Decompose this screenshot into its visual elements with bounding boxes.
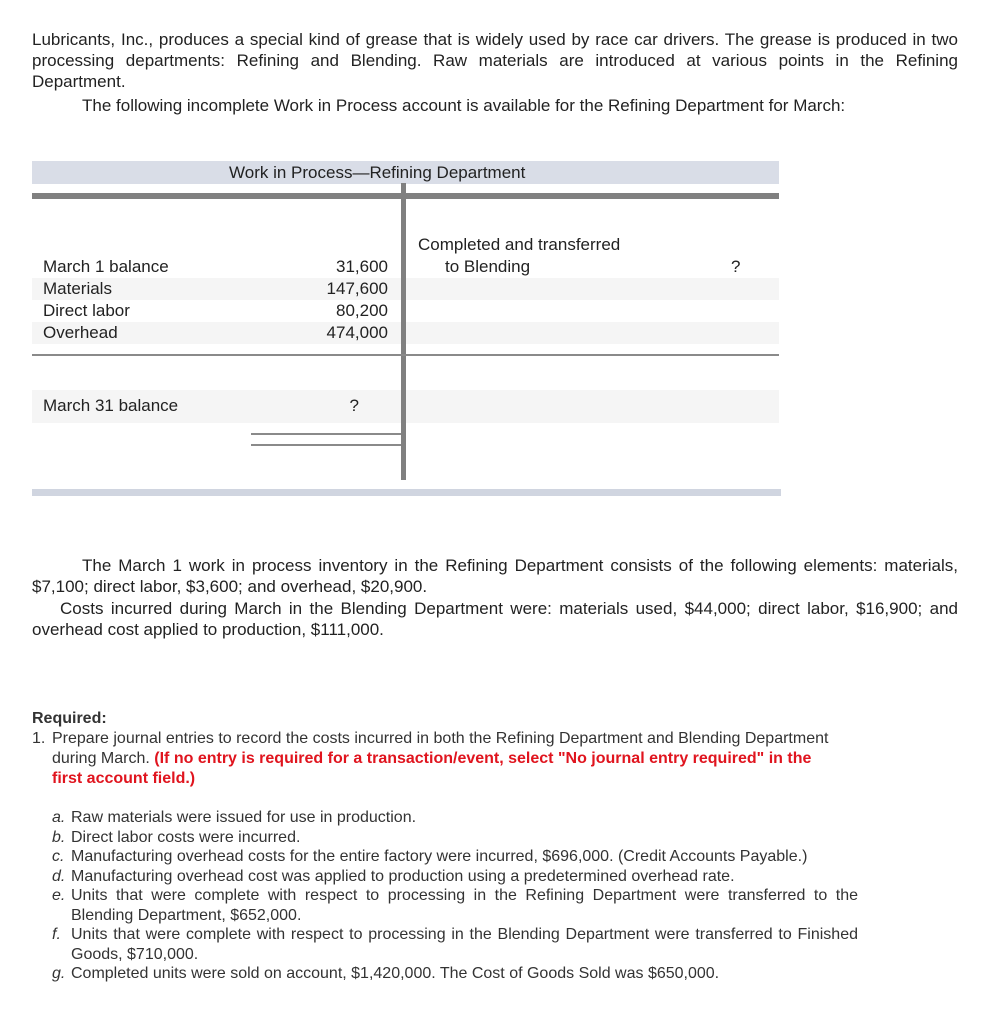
t-account-total-line (32, 354, 779, 356)
transaction-letter: c. (52, 848, 65, 865)
transaction-item (52, 867, 858, 887)
transaction-item (52, 964, 858, 984)
transaction-item (52, 925, 858, 964)
transaction-text: Direct labor costs were incurred. (71, 828, 301, 846)
transaction-text: Manufacturing overhead costs for the entire factory were incurred, $696,000. (Credit Accounts Payable.) (71, 848, 808, 865)
transaction-text: Raw materials were issued for use in production. (71, 809, 417, 826)
debit-amount: 31,600 (336, 257, 388, 276)
transaction-text: Manufacturing overhead cost was applied to production using a predetermined overhead rate. (71, 867, 735, 885)
credit-label-line-2: to Blending (445, 257, 531, 276)
credit-label: Completed and transferred (418, 235, 621, 254)
debit-label: Direct labor (43, 301, 130, 320)
debit-amount: 80,200 (336, 301, 388, 320)
debit-label: March 1 balance (43, 257, 169, 276)
credit-amount: ? (731, 257, 741, 276)
intro-paragraph-2: The following incomplete Work in Process account is available for the Refining Department for March: (82, 96, 846, 115)
debit-label: Materials (43, 279, 112, 298)
transaction-letter: e. (52, 887, 66, 904)
transaction-item (52, 808, 858, 828)
transaction-item (52, 847, 858, 867)
required-heading: Required: (32, 710, 107, 727)
transaction-letter: b. (52, 828, 66, 846)
transaction-letter: d. (52, 867, 66, 885)
transaction-letter: g. (52, 965, 66, 982)
ending-balance-label: March 31 balance (43, 396, 179, 415)
transaction-letter: f. (52, 926, 61, 943)
intro-paragraph: Lubricants, Inc., produces a special kind of grease that is widely used by race car drivers. The grease is produced in two processing departments: Refining and Blending. Raw materials are introduced at various points in the Refining Department. (32, 30, 958, 91)
double-underline (251, 444, 401, 446)
required-item-number: 1. (32, 730, 46, 747)
required-item-text (52, 729, 842, 789)
transaction-item (52, 886, 858, 925)
ending-balance-amount: ? (349, 396, 359, 415)
t-account-bottom-bar (32, 489, 781, 496)
details-paragraph: The March 1 work in process inventory in the Refining Department consists of the following elements: materials, $7,100; direct labor, $3,600; and overhead, $20,900. (32, 556, 958, 596)
transaction-text: Units that were complete with respect to processing in the Blending Department were transferred to Finished Goods, $710,000. (71, 926, 858, 963)
t-account-vertical-line (401, 183, 406, 480)
required-instruction: Prepare journal entries to record the costs incurred in both the Refining Department and Blending Department during March. (52, 730, 829, 767)
transaction-text: Units that were complete with respect to processing in the Refining Department were transferred to the Blending Department, $652,000. (71, 887, 858, 924)
required-note: (If no entry is required for a transaction/event, select "No journal entry required" in the first account field.) (52, 750, 812, 787)
double-underline (251, 433, 401, 435)
transaction-list (52, 808, 858, 984)
transaction-letter: a. (52, 809, 66, 826)
transaction-text: Completed units were sold on account, $1,420,000. The Cost of Goods Sold was $650,000. (71, 965, 720, 982)
t-account-title: Work in Process—Refining Department (229, 163, 526, 182)
required-item (32, 729, 842, 789)
transaction-item (52, 828, 858, 848)
debit-label: Overhead (43, 323, 118, 342)
details-paragraph-2: Costs incurred during March in the Blending Department were: materials used, $44,000; direct labor, $16,900; and overhead cost applied to production, $111,000. (32, 599, 958, 639)
debit-amount: 147,600 (326, 279, 388, 298)
debit-amount: 474,000 (326, 323, 388, 342)
